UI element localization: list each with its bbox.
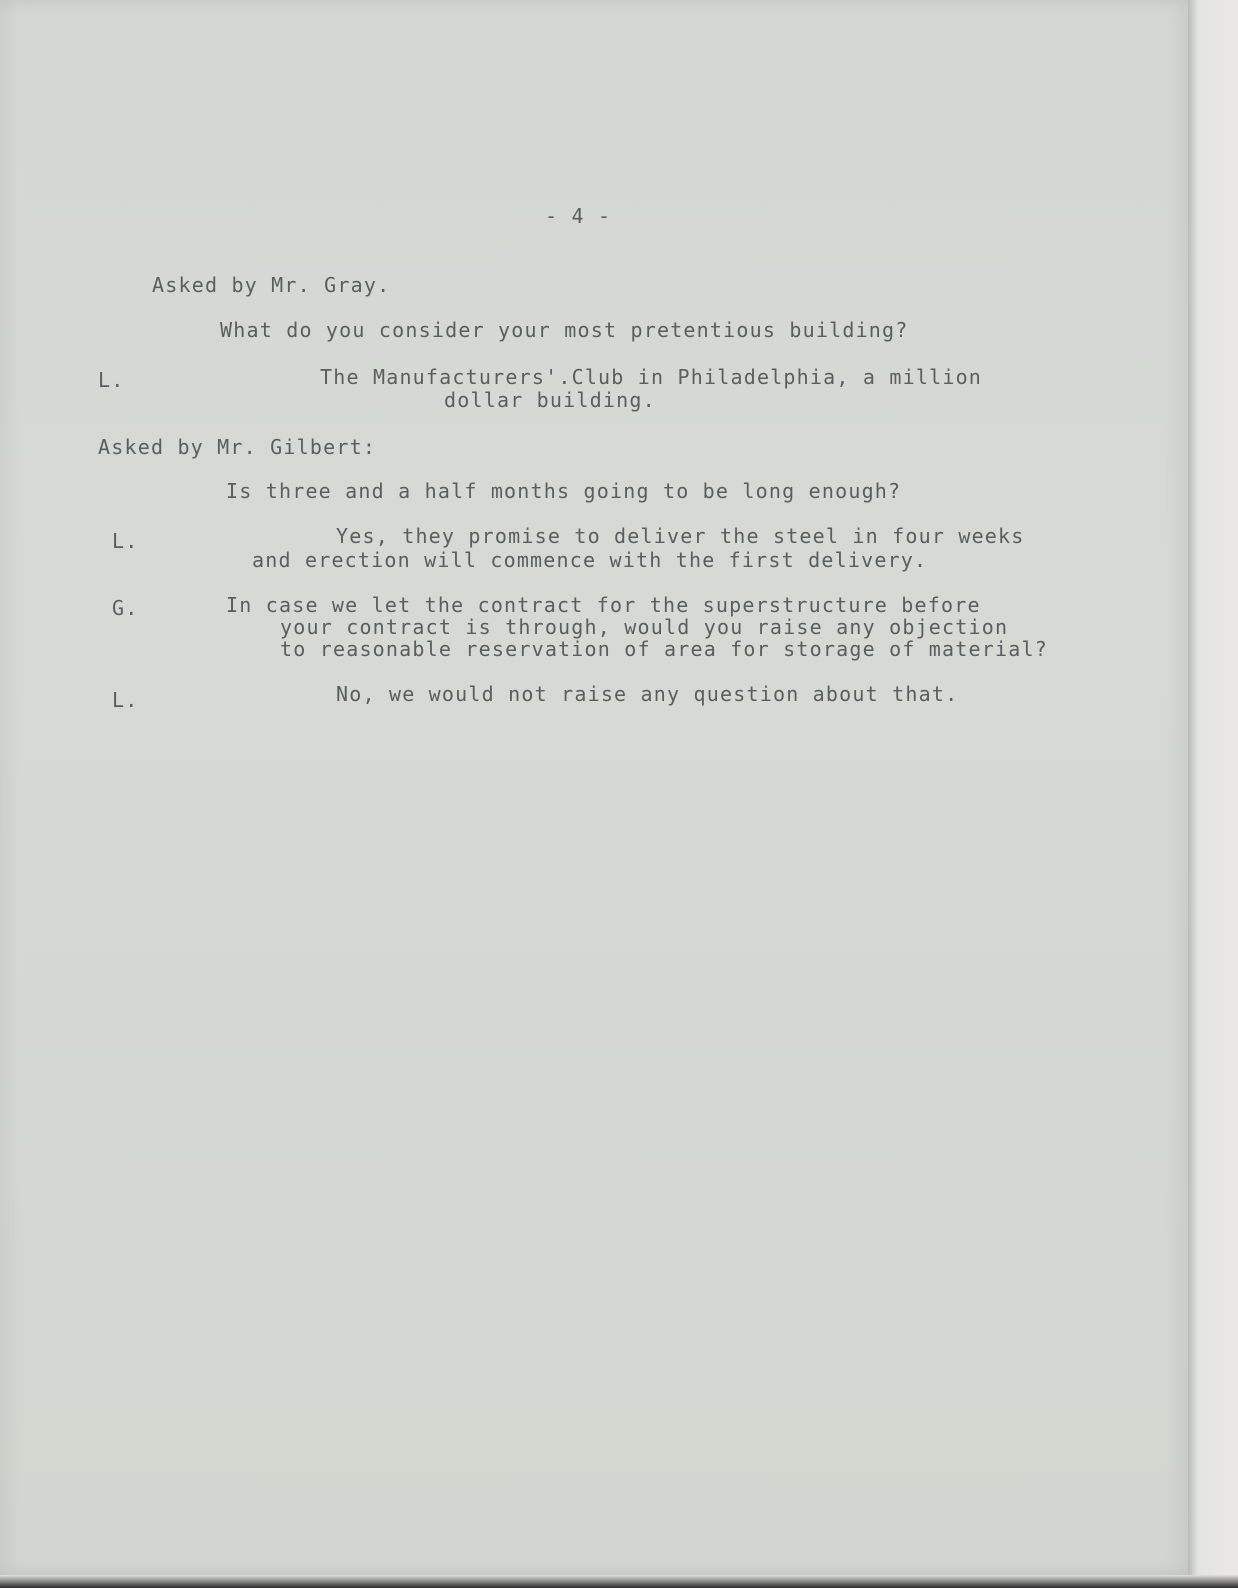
question-line: your contract is through, would you raise any objection xyxy=(280,615,1009,639)
question-line: to reasonable reservation of area for storage of material? xyxy=(280,637,1048,661)
bottom-shadow xyxy=(0,1575,1238,1588)
answer-line: dollar building. xyxy=(444,388,656,412)
speaker-label-g: G. xyxy=(112,596,139,620)
question-most-pretentious: What do you consider your most pretentious building? xyxy=(220,318,909,342)
speaker-label-l: L. xyxy=(112,688,139,712)
answer-line: Yes, they promise to deliver the steel in four weeks xyxy=(336,524,1025,548)
answer-line: No, we would not raise any question about that. xyxy=(336,682,959,706)
answer-line: The Manufacturers'.Club in Philadelphia, a million xyxy=(320,365,983,389)
question-three-months: Is three and a half months going to be long enough? xyxy=(226,479,902,503)
speaker-label-l: L. xyxy=(112,529,139,553)
asked-by-gilbert: Asked by Mr. Gilbert: xyxy=(98,435,377,459)
answer-line: and erection will commence with the first delivery. xyxy=(252,548,928,572)
speaker-label-l: L. xyxy=(98,368,125,392)
asked-by-gray: Asked by Mr. Gray. xyxy=(152,273,391,297)
question-line: In case we let the contract for the superstructure before xyxy=(226,593,981,617)
paper-edge xyxy=(1188,0,1238,1588)
page-number: - 4 - xyxy=(545,204,612,228)
